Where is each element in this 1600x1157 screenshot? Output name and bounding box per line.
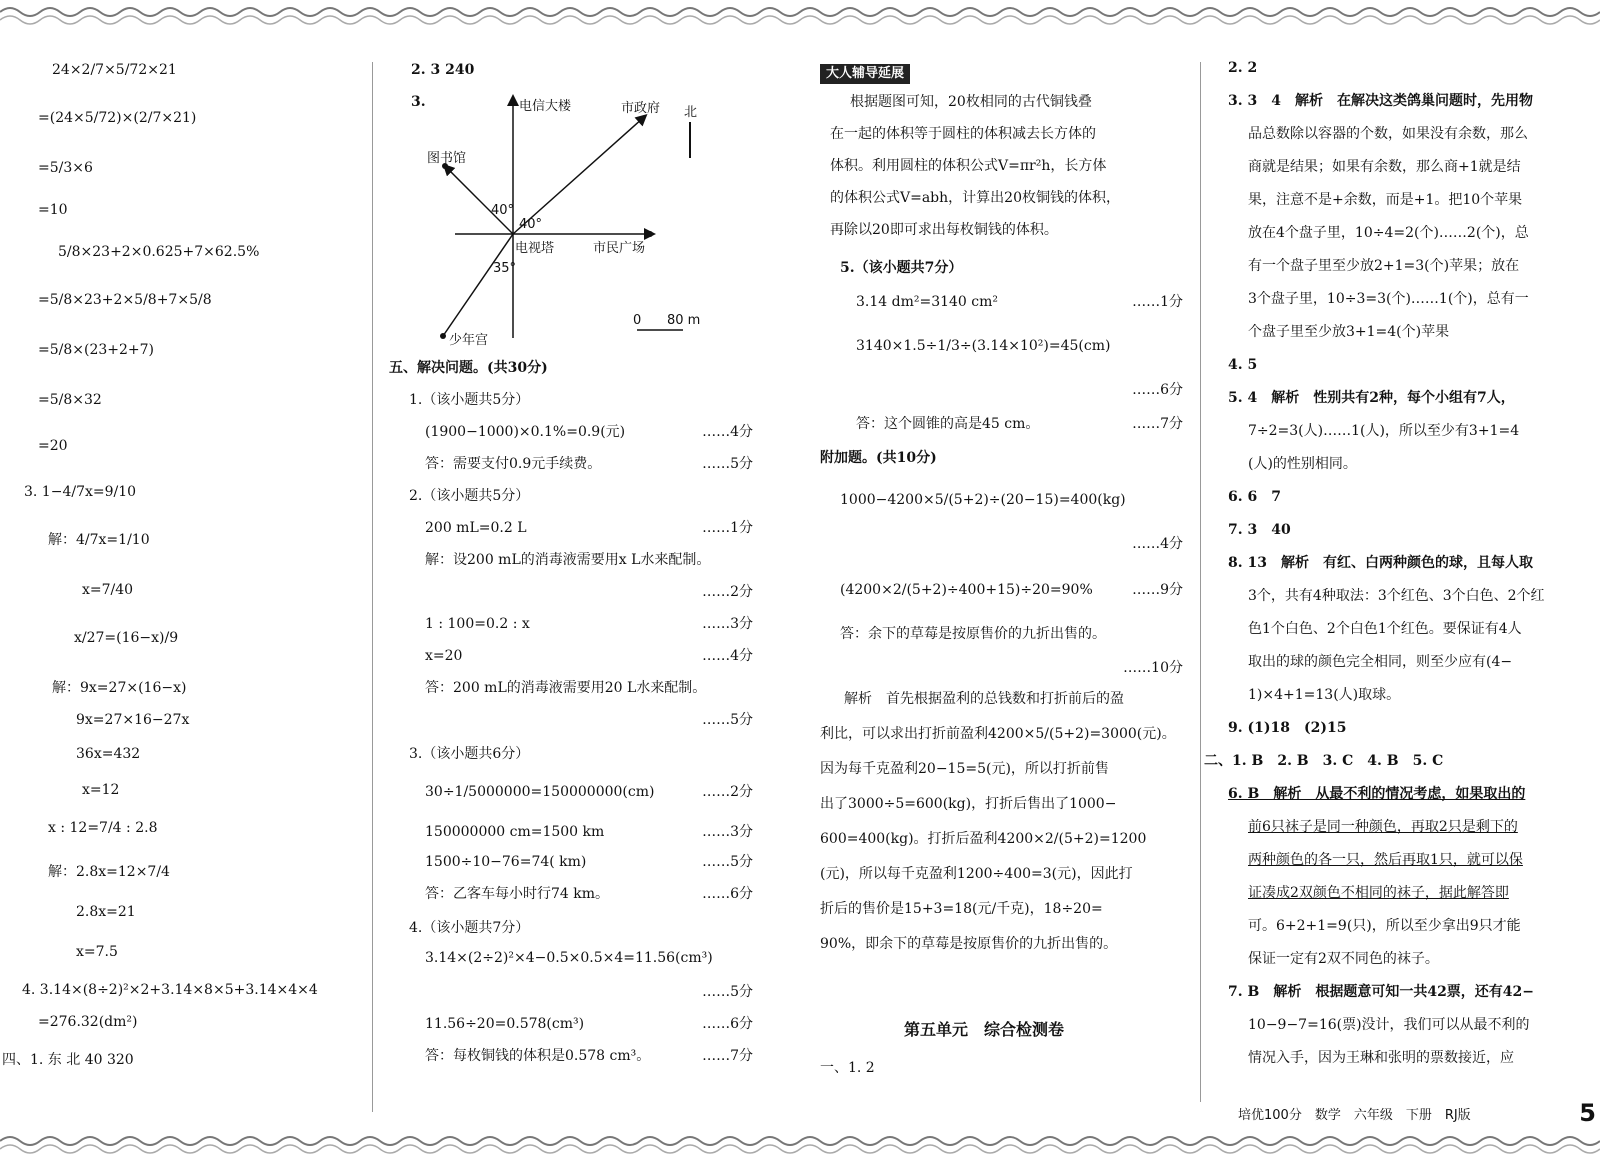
math-line: 2.8x=21	[76, 904, 136, 920]
scale-label-0: 0	[633, 313, 642, 328]
score-mark: ……1分	[1132, 294, 1183, 310]
solution-line: x=20	[425, 648, 463, 664]
tutoring-paragraph	[830, 86, 1200, 246]
answer-line: 2. 2	[1228, 60, 1258, 76]
answer-line: (人)的性别相同。	[1248, 456, 1357, 472]
paragraph-line: 在一起的体积等于圆柱的体积减去长方体的	[830, 126, 1096, 142]
last-answer-line: 一、1. 2	[820, 1060, 875, 1076]
math-line: 解：2.8x=12×7/4	[48, 864, 170, 880]
math-line: =5/8×23+2×5/8+7×5/8	[38, 292, 212, 308]
answer-line: 3. 3 4 解析 在解决这类鸽巢问题时，先用物	[1228, 93, 1533, 109]
paragraph-line: 再除以20即可求出每枚铜钱的体积。	[830, 222, 1058, 238]
paragraph-line: 根据题图可知，20枚相同的古代铜钱叠	[850, 94, 1092, 110]
answer-line: 二、1. B 2. B 3. C 4. B 5. C	[1204, 753, 1444, 769]
answer-line: 前6只袜子是同一种颜色，再取2只是剩下的	[1248, 819, 1518, 835]
angle-label-1: 40°	[491, 203, 515, 218]
solution-line: (1900−1000)×0.1%=0.9(元)	[425, 424, 626, 440]
question-3-label: 3.	[411, 94, 426, 110]
math-line: =20	[38, 438, 68, 454]
answer-line: 果，注意不是+余数，而是+1。把10个苹果	[1248, 192, 1523, 208]
solution-line: 30÷1/5000000=150000000(cm)	[425, 784, 655, 800]
column-divider-2	[1200, 62, 1201, 1102]
math-line: =5/3×6	[38, 160, 93, 176]
analysis-line: (元)，所以每千克盈利1200÷400=3(元)，因此打	[820, 866, 1133, 882]
solution-line: 答：这个圆锥的高是45 cm。	[856, 416, 1040, 432]
solution-line: 答：需要支付0.9元手续费。	[425, 456, 602, 472]
answer-line: 3个盘子里，10÷3=3(个)……1(个)，总有一	[1248, 291, 1529, 307]
score-mark: ……9分	[1132, 582, 1183, 598]
answer-line: 7. B 解析 根据题意可知一共42票，还有42−	[1228, 984, 1535, 1000]
math-line: 3. 1−4/7x=9/10	[24, 484, 137, 500]
answer-line: 6. 6 7	[1228, 489, 1281, 505]
answer-line: 保证一定有2双不同色的袜子。	[1248, 951, 1439, 967]
answer-line: 两种颜色的各一只，然后再取1只，就可以保	[1248, 852, 1523, 868]
answer-line: 10−9−7=16(票)没计，我们可以从最不利的	[1248, 1017, 1530, 1033]
answer-line: 8. 13 解析 有红、白两种颜色的球，且每人取	[1228, 555, 1533, 571]
top-wave-border	[0, 0, 1600, 30]
math-line: =5/8×(23+2+7)	[38, 342, 155, 358]
score-mark: ……6分	[702, 886, 753, 902]
math-line: x=12	[82, 782, 120, 798]
angle-label-3: 35°	[493, 261, 517, 276]
score-mark: ……2分	[702, 784, 753, 800]
answer-line: 5. 4 解析 性别共有2种，每个小组有7人，	[1228, 390, 1515, 406]
answer-line: 个盘子里至少放3+1=4(个)苹果	[1248, 324, 1450, 340]
solution-line: 3140×1.5÷1/3÷(3.14×10²)=45(cm)	[856, 338, 1111, 354]
analysis-paragraph	[820, 682, 1199, 962]
score-mark: ……6分	[1132, 382, 1183, 398]
math-line: 四、1. 东 北 40 320	[2, 1052, 134, 1068]
analysis-line: 折后的售价是15+3=18(元/千克)，18÷20=	[820, 901, 1103, 917]
book-footer: 培优100分 数学 六年级 下册 RJ版	[1238, 1108, 1471, 1123]
library-ray	[447, 168, 513, 234]
solution-line: 答：每枚铜钱的体积是0.578 cm³。	[425, 1048, 651, 1064]
score-mark: ……10分	[1123, 660, 1183, 676]
paragraph-line: 的体积公式V=abh，计算出20枚铜钱的体积，	[830, 190, 1120, 206]
direction-map-diagram	[425, 88, 765, 348]
answer-line: 情况入手，因为王琳和张明的票数接近，应	[1248, 1050, 1514, 1066]
score-mark: ……5分	[702, 854, 753, 870]
bottom-wave-border	[0, 1131, 1600, 1157]
analysis-line: 因为每千克盈利20−15=5(元)，所以打折前售	[820, 761, 1109, 777]
answer-line: 放在4个盘子里，10÷4=2(个)……2(个)，总	[1248, 225, 1529, 241]
answer-line: 9. (1)18 (2)15	[1228, 720, 1347, 736]
score-mark: ……7分	[702, 1048, 753, 1064]
analysis-line: 90%，即余下的草莓是按原售价的九折出售的。	[820, 936, 1118, 952]
answer-line: 可。6+2+1=9(只)，所以至少拿出9只才能	[1248, 918, 1521, 934]
north-label: 北	[684, 105, 698, 120]
score-mark: ……4分	[702, 424, 753, 440]
library-label: 图书馆	[427, 151, 467, 166]
plaza-label: 市民广场	[593, 241, 646, 256]
tv-tower-label: 电视塔	[515, 241, 555, 256]
scale-label-80: 80 m	[667, 313, 701, 328]
answer-line: 4. 5	[1228, 357, 1258, 373]
solution-line: 答：乙客车每小时行74 km。	[425, 886, 610, 902]
solution-line: 2.（该小题共5分）	[409, 488, 530, 504]
score-mark: ……1分	[702, 520, 753, 536]
answer-line: 证凑成2双颜色不相同的袜子，据此解答即	[1248, 885, 1509, 901]
cityhall-label: 市政府	[621, 101, 661, 116]
answer-line: 商就是结果；如果有余数，那么商+1就是结	[1248, 159, 1521, 175]
math-line: x/27=(16−x)/9	[74, 630, 179, 646]
angle-label-2: 40°	[519, 217, 543, 232]
question-5-label: 5.（该小题共7分）	[840, 260, 963, 276]
math-line: =(24×5/72)×(2/7×21)	[38, 110, 197, 126]
score-mark: ……6分	[702, 1016, 753, 1032]
answer-line: 取出的球的颜色完全相同，则至少应有(4−	[1248, 654, 1513, 670]
analysis-line: 600=400(kg)。打折后盈利4200×2/(5+2)=1200	[820, 831, 1147, 847]
score-mark: ……3分	[702, 616, 753, 632]
solution-line: 答：余下的草莓是按原售价的九折出售的。	[840, 626, 1106, 642]
solution-line: 答：200 mL的消毒液需要用20 L水来配制。	[425, 680, 707, 696]
solution-line: 解：设200 mL的消毒液需要用x L水来配制。	[425, 552, 711, 568]
section-5-title: 五、解决问题。(共30分)	[389, 360, 548, 376]
math-line: 24×2/7×5/72×21	[52, 62, 177, 78]
math-line: 36x=432	[76, 746, 141, 762]
score-mark: ……5分	[702, 984, 753, 1000]
solution-line: 1 : 100=0.2 : x	[425, 616, 530, 632]
answer-line: 有一个盘子里至少放2+1=3(个)苹果；放在	[1248, 258, 1520, 274]
solution-line: 3.14 dm²=3140 cm²	[856, 294, 999, 310]
score-mark: ……7分	[1132, 416, 1183, 432]
math-line: x : 12=7/4 : 2.8	[48, 820, 158, 836]
analysis-line: 出了3000÷5=600(kg)，打折后售出了1000−	[820, 796, 1117, 812]
answer-line: 7. 3 40	[1228, 522, 1291, 538]
score-mark: ……4分	[1132, 536, 1183, 552]
answer-line: 色1个白色、2个白色1个红色。要保证有4人	[1248, 621, 1522, 637]
solution-line: 150000000 cm=1500 km	[425, 824, 605, 840]
solution-line: 11.56÷20=0.578(cm³)	[425, 1016, 585, 1032]
unit-title: 第五单元 综合检测卷	[904, 1020, 1065, 1039]
answer-line: 6. B 解析 从最不利的情况考虑，如果取出的	[1228, 786, 1526, 802]
plaza-point	[647, 231, 653, 237]
math-line: x=7.5	[76, 944, 118, 960]
answer-line: 3个，共有4种取法：3个红色、3个白色、2个红	[1248, 588, 1545, 604]
math-line: =10	[38, 202, 68, 218]
answer-2-header: 2. 3 240	[411, 62, 475, 78]
score-mark: ……3分	[702, 824, 753, 840]
math-line: 9x=27×16−27x	[76, 712, 190, 728]
solution-line: 3.（该小题共6分）	[409, 746, 530, 762]
answer-line: 品总数除以容器的个数，如果没有余数，那么	[1248, 126, 1528, 142]
solution-line: 4.（该小题共7分）	[409, 920, 530, 936]
tower-label: 电信大楼	[519, 99, 572, 114]
page-number: 5	[1579, 1099, 1596, 1127]
solution-line: 1500÷10−76=74( km)	[425, 854, 587, 870]
solution-line: (4200×2/(5+2)÷400+15)÷20=90%	[840, 582, 1093, 598]
math-line: 解：9x=27×(16−x)	[52, 680, 187, 696]
paragraph-line: 体积。利用圆柱的体积公式V=πr²h，长方体	[830, 158, 1107, 174]
analysis-line: 利比，可以求出打折前盈利4200×5/(5+2)=3000(元)。	[820, 726, 1176, 742]
solution-line: 1.（该小题共5分）	[409, 392, 530, 408]
solution-line: 200 mL=0.2 L	[425, 520, 527, 536]
column-divider-1	[372, 62, 373, 1112]
math-line: x=7/40	[82, 582, 134, 598]
math-line: =276.32(dm²)	[38, 1014, 138, 1030]
score-mark: ……5分	[702, 712, 753, 728]
score-mark: ……5分	[702, 456, 753, 472]
analysis-line: 解析 首先根据盈利的总钱数和打折前后的盈	[844, 691, 1124, 707]
score-mark: ……4分	[702, 648, 753, 664]
math-line: =5/8×32	[38, 392, 102, 408]
answer-line: 7÷2=3(人)……1(人)，所以至少有3+1=4	[1248, 423, 1520, 439]
youth-point	[440, 333, 446, 339]
math-line: 解：4/7x=1/10	[48, 532, 150, 548]
solution-line: 3.14×(2÷2)²×4−0.5×0.5×4=11.56(cm³)	[425, 950, 713, 966]
youth-ray	[443, 234, 513, 336]
tutoring-tag: 大人辅导延展	[820, 64, 910, 84]
youth-palace-label: 少年宫	[449, 333, 489, 348]
solution-line: 1000−4200×5/(5+2)÷(20−15)=400(kg)	[840, 492, 1126, 508]
math-line: 5/8×23+2×0.625+7×62.5%	[58, 244, 260, 260]
extra-question-title: 附加题。(共10分)	[820, 450, 937, 466]
score-mark: ……2分	[702, 584, 753, 600]
math-line: 4. 3.14×(8÷2)²×2+3.14×8×5+3.14×4×4	[22, 982, 318, 998]
answer-line: 1)×4+1=13(人)取球。	[1248, 687, 1401, 703]
